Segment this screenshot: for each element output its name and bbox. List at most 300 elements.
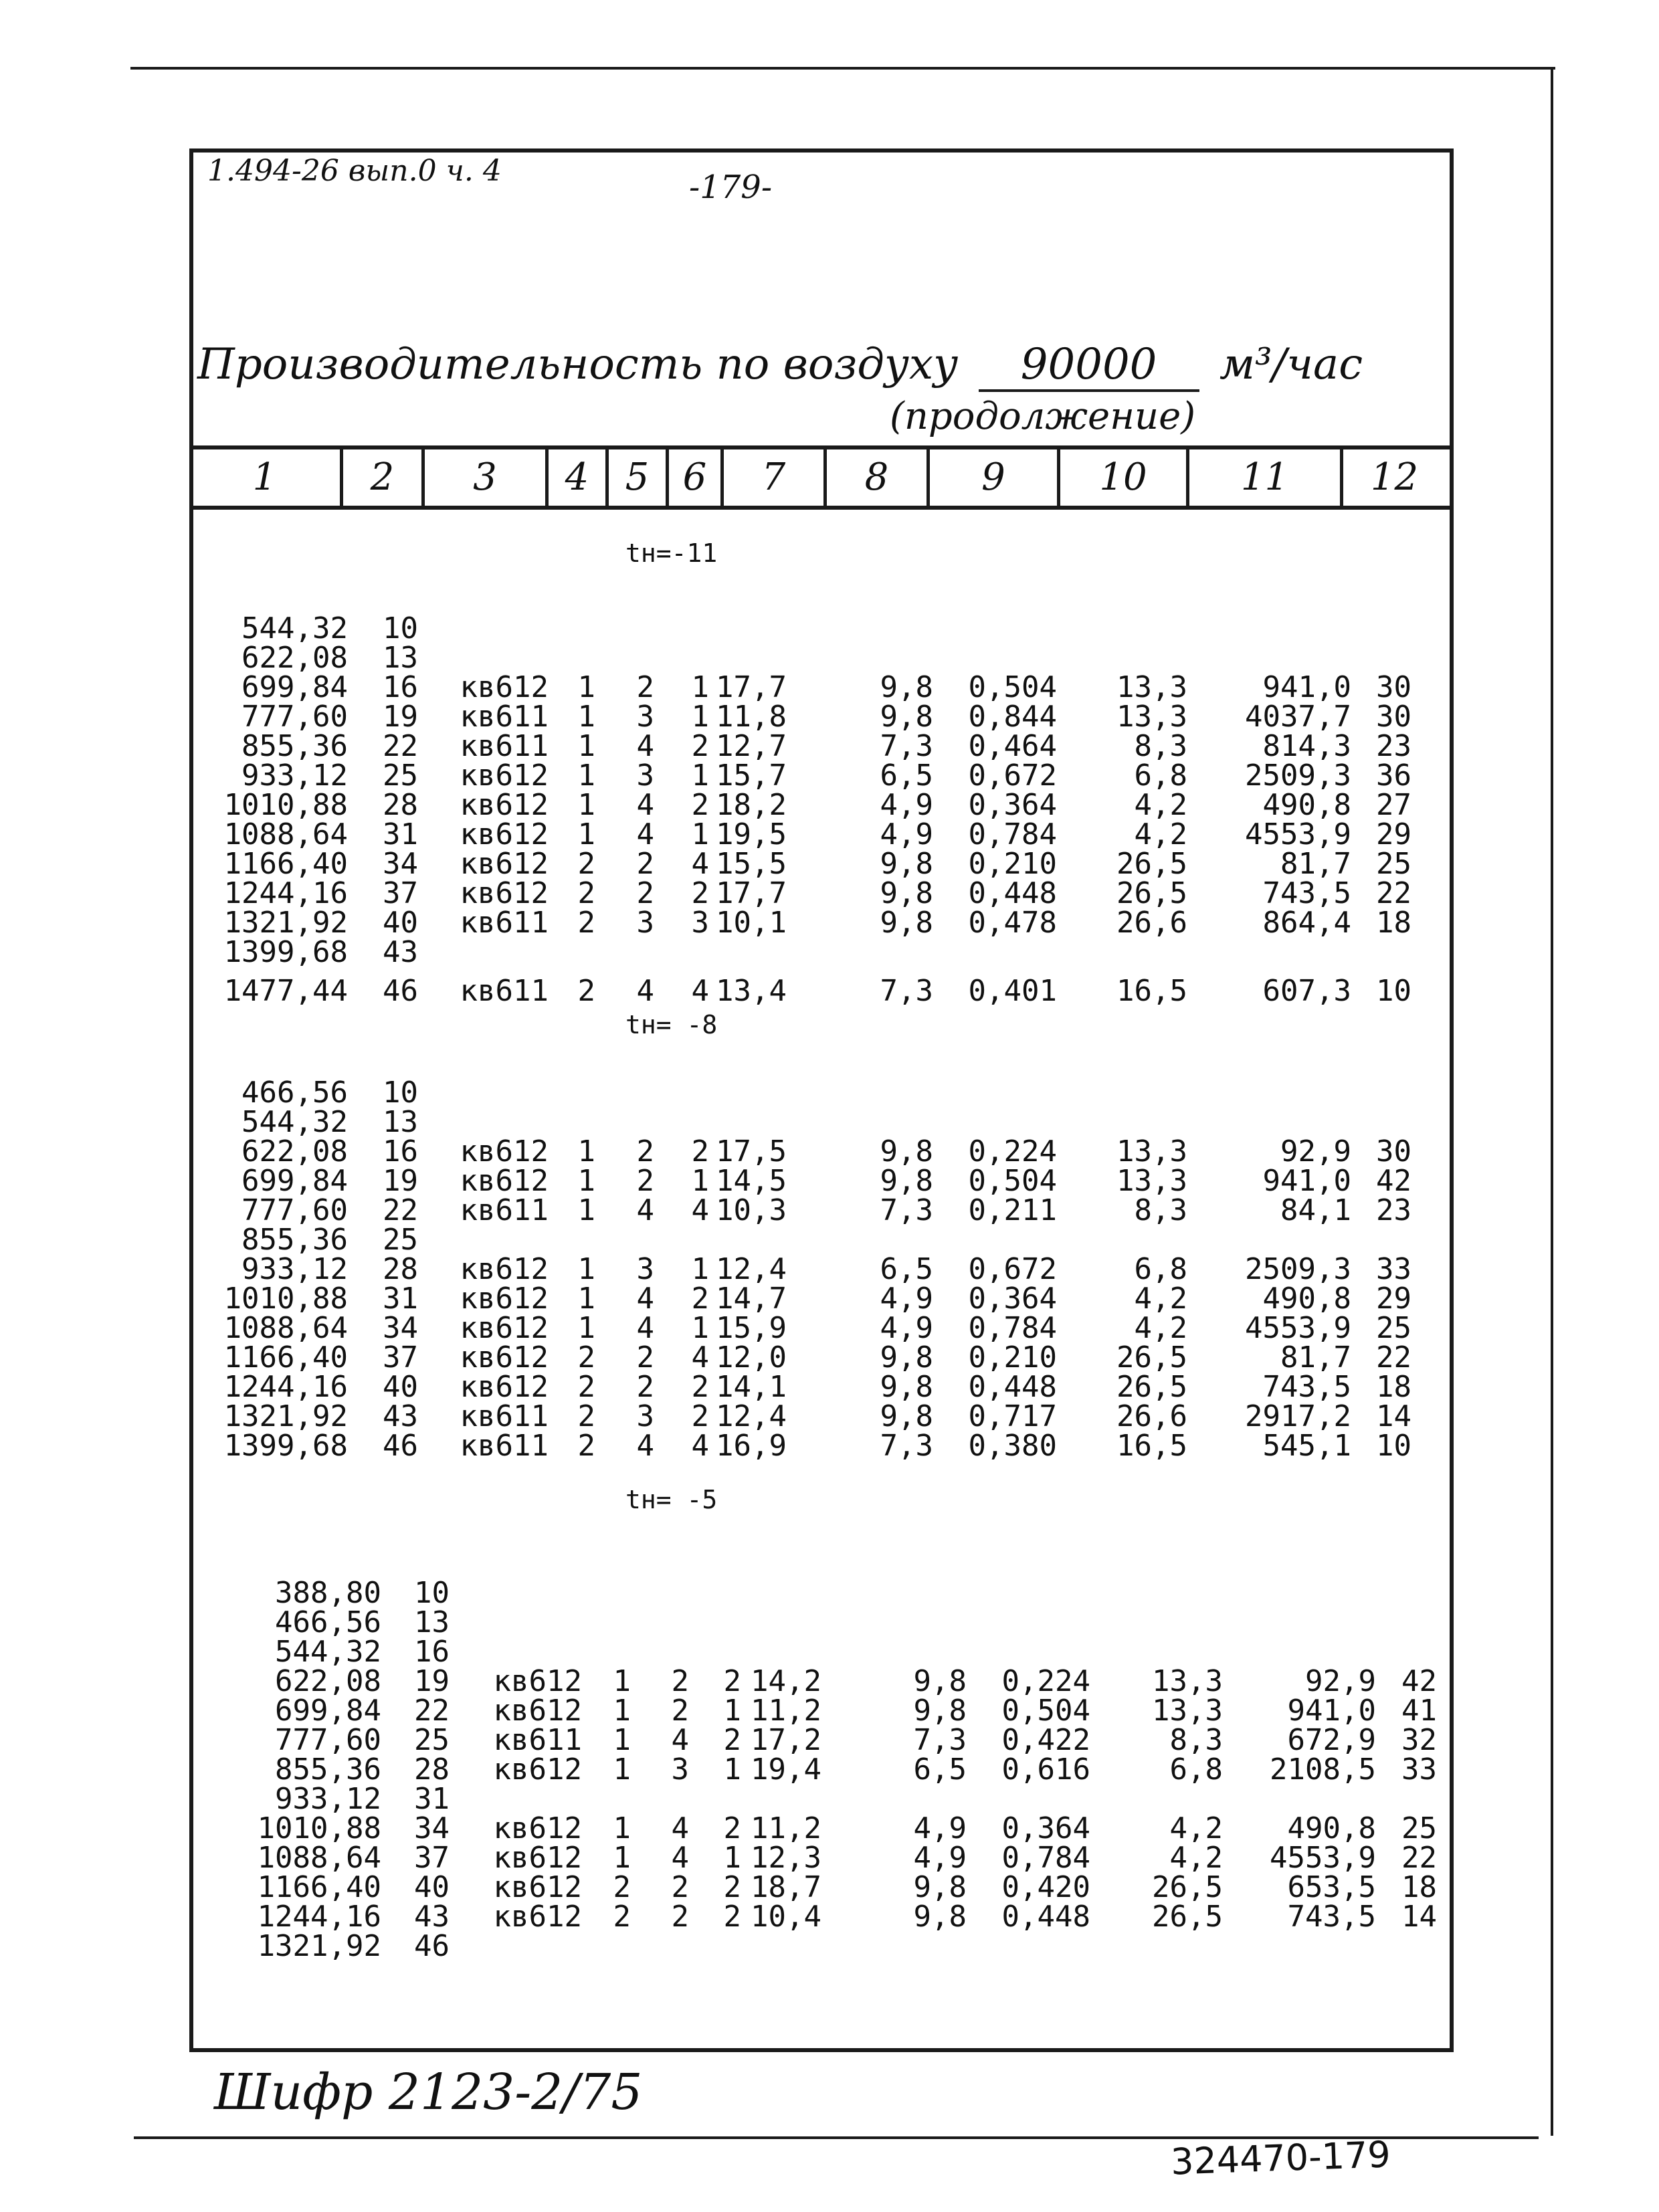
- section-label-outdoor-temp: tн=-11: [625, 538, 718, 568]
- table-cell-col-6: 1: [691, 700, 709, 734]
- table-cell-col-10: 13,3: [1116, 1134, 1187, 1169]
- table-cell-col-5: 3: [636, 906, 654, 940]
- table-cell-col-2: 25: [383, 759, 418, 793]
- table-cell-col-1: 1399,68: [223, 935, 348, 969]
- table-row: [0, 908, 1659, 938]
- table-cell-col-7: 18,7: [751, 1870, 821, 1904]
- table-cell-col-7: 17,7: [716, 876, 787, 910]
- table-cell-col-2: 25: [414, 1723, 450, 1757]
- table-cell-col-9: 0,422: [1001, 1723, 1090, 1757]
- table-cell-col-10: 13,3: [1116, 700, 1187, 734]
- table-cell-col-9: 0,224: [1001, 1664, 1090, 1698]
- table-cell-col-3: кв612: [460, 1282, 549, 1316]
- table-cell-col-4: 1: [613, 1752, 631, 1787]
- table-cell-col-5: 3: [636, 759, 654, 793]
- table-cell-col-7: 11,2: [751, 1694, 821, 1728]
- table-cell-col-3: кв612: [460, 1164, 549, 1198]
- table-cell-col-7: 19,4: [751, 1752, 821, 1787]
- table-row: [0, 761, 1659, 791]
- table-cell-col-7: 12,7: [716, 729, 787, 763]
- table-cell-col-12: 32: [1401, 1723, 1437, 1757]
- table-cell-col-9: 0,464: [968, 729, 1057, 763]
- table-cell-col-9: 0,364: [968, 1282, 1057, 1316]
- table-cell-col-7: 17,2: [751, 1723, 821, 1757]
- table-row: [0, 1311, 1659, 1345]
- table-cell-col-9: 0,478: [968, 906, 1057, 940]
- table-row: [0, 1870, 1659, 1904]
- table-cell-col-5: 2: [671, 1870, 689, 1904]
- table-cell-col-2: 34: [414, 1811, 450, 1845]
- table-cell-col-8: 7,3: [913, 1723, 967, 1757]
- table-cell-col-10: 4,2: [1169, 1841, 1223, 1875]
- table-cell-col-11: 2509,3: [1245, 759, 1351, 793]
- table-cell-col-12: 42: [1376, 1164, 1411, 1198]
- table-cell-col-2: 37: [383, 876, 418, 910]
- table-cell-col-1: 855,36: [275, 1752, 381, 1787]
- column-header-row: [189, 445, 1454, 510]
- table-cell-col-4: 1: [577, 1134, 595, 1169]
- table-cell-col-11: 941,0: [1262, 670, 1351, 704]
- table-cell-col-1: 699,84: [241, 1164, 348, 1198]
- table-cell-col-7: 10,3: [716, 1193, 787, 1227]
- table-cell-col-12: 33: [1401, 1752, 1437, 1787]
- table-row: [0, 1431, 1659, 1461]
- table-cell-col-1: 1166,40: [223, 847, 348, 881]
- top-border-line: [130, 67, 1555, 70]
- title-prefix: Производительность по воздуху: [197, 340, 959, 389]
- column-header-5: 5: [625, 456, 650, 499]
- table-cell-col-2: 13: [414, 1605, 450, 1639]
- table-cell-col-10: 16,5: [1116, 1429, 1187, 1463]
- table-cell-col-4: 1: [577, 759, 595, 793]
- table-cell-col-6: 2: [723, 1811, 741, 1845]
- table-cell-col-7: 12,4: [716, 1399, 787, 1433]
- table-cell-col-3: кв611: [460, 1193, 549, 1227]
- table-row: [0, 670, 1659, 704]
- table-cell-col-8: 6,5: [880, 759, 933, 793]
- table-cell-col-6: 1: [691, 670, 709, 704]
- table-cell-col-9: 0,420: [1001, 1870, 1090, 1904]
- table-cell-col-8: 9,8: [880, 700, 933, 734]
- table-cell-col-6: 1: [723, 1752, 741, 1787]
- table-cell-col-12: 23: [1376, 729, 1411, 763]
- table-cell-col-5: 4: [636, 1429, 654, 1463]
- table-cell-col-5: 4: [636, 1282, 654, 1316]
- table-row: [0, 1902, 1659, 1932]
- table-cell-col-6: 2: [723, 1870, 741, 1904]
- table-cell-col-2: 31: [383, 817, 418, 851]
- table-cell-col-9: 0,224: [968, 1134, 1057, 1169]
- table-cell-col-4: 2: [577, 906, 595, 940]
- table-cell-col-2: 46: [383, 974, 418, 1008]
- table-row: [0, 974, 1659, 1008]
- table-cell-col-9: 0,364: [968, 788, 1057, 822]
- column-header-10: 10: [1099, 456, 1147, 499]
- table-cell-col-11: 653,5: [1287, 1870, 1376, 1904]
- table-cell-col-10: 4,2: [1134, 1282, 1187, 1316]
- table-cell-col-4: 2: [577, 1429, 595, 1463]
- table-cell-col-2: 34: [383, 847, 418, 881]
- table-cell-col-1: 1010,88: [257, 1811, 381, 1845]
- table-cell-col-5: 2: [636, 1340, 654, 1375]
- table-cell-col-8: 9,8: [880, 1399, 933, 1433]
- column-header-2: 2: [370, 456, 395, 499]
- table-cell-col-2: 40: [414, 1870, 450, 1904]
- table-cell-col-8: 9,8: [880, 1164, 933, 1198]
- column-header-4: 4: [565, 456, 589, 499]
- table-cell-col-3: кв611: [460, 700, 549, 734]
- table-cell-col-3: кв612: [460, 817, 549, 851]
- table-cell-col-8: 9,8: [880, 847, 933, 881]
- table-cell-col-11: 2108,5: [1270, 1752, 1376, 1787]
- table-cell-col-10: 26,5: [1152, 1900, 1223, 1934]
- table-cell-col-4: 1: [577, 729, 595, 763]
- table-cell-col-3: кв612: [460, 1134, 549, 1169]
- table-cell-col-3: кв612: [460, 1370, 549, 1404]
- table-cell-col-7: 15,9: [716, 1311, 787, 1345]
- table-cell-col-11: 81,7: [1280, 847, 1351, 881]
- column-header-1: 1: [252, 456, 277, 499]
- table-cell-col-9: 0,672: [968, 759, 1057, 793]
- table-cell-col-7: 15,5: [716, 847, 787, 881]
- table-cell-col-2: 22: [383, 729, 418, 763]
- table-row: [0, 1637, 1659, 1667]
- table-cell-col-5: 2: [636, 670, 654, 704]
- document-code: 1.494-26 вып.0 ч. 4: [207, 154, 502, 188]
- table-cell-col-5: 2: [636, 1370, 654, 1404]
- table-cell-col-4: 1: [577, 788, 595, 822]
- table-cell-col-7: 15,7: [716, 759, 787, 793]
- table-cell-col-4: 2: [577, 847, 595, 881]
- table-cell-col-10: 26,5: [1116, 1370, 1187, 1404]
- table-cell-col-8: 9,8: [880, 670, 933, 704]
- table-row: [0, 729, 1659, 763]
- table-cell-col-8: 9,8: [880, 876, 933, 910]
- table-cell-col-1: 544,32: [241, 611, 348, 645]
- table-cell-col-4: 1: [613, 1841, 631, 1875]
- table-cell-col-8: 9,8: [913, 1694, 967, 1728]
- table-cell-col-12: 23: [1376, 1193, 1411, 1227]
- table-cell-col-7: 12,3: [751, 1841, 821, 1875]
- table-cell-col-1: 699,84: [241, 670, 348, 704]
- table-cell-col-10: 26,5: [1152, 1870, 1223, 1904]
- table-cell-col-11: 81,7: [1280, 1340, 1351, 1375]
- table-cell-col-1: 699,84: [275, 1694, 381, 1728]
- table-cell-col-11: 941,0: [1262, 1164, 1351, 1198]
- table-cell-col-3: кв612: [460, 847, 549, 881]
- table-cell-col-8: 9,8: [880, 1370, 933, 1404]
- table-cell-col-4: 2: [577, 1340, 595, 1375]
- table-cell-col-8: 9,8: [880, 906, 933, 940]
- table-cell-col-11: 545,1: [1262, 1429, 1351, 1463]
- table-cell-col-2: 19: [383, 1164, 418, 1198]
- table-row: [0, 1284, 1659, 1314]
- table-cell-col-2: 34: [383, 1311, 418, 1345]
- table-cell-col-1: 1321,92: [223, 1399, 348, 1433]
- table-cell-col-3: кв611: [460, 906, 549, 940]
- table-cell-col-7: 19,5: [716, 817, 787, 851]
- table-cell-col-1: 1321,92: [223, 906, 348, 940]
- title-unit: м³/час: [1219, 340, 1363, 389]
- table-cell-col-5: 3: [636, 1399, 654, 1433]
- table-row: [0, 1605, 1659, 1639]
- table-cell-col-2: 40: [383, 906, 418, 940]
- table-cell-col-6: 1: [723, 1694, 741, 1728]
- table-cell-col-6: 3: [691, 906, 709, 940]
- column-header-12: 12: [1370, 456, 1419, 499]
- table-cell-col-9: 0,784: [1001, 1841, 1090, 1875]
- table-cell-col-5: 3: [671, 1752, 689, 1787]
- table-cell-col-11: 490,8: [1287, 1811, 1376, 1845]
- table-row: [0, 1929, 1659, 1963]
- table-cell-col-2: 28: [383, 788, 418, 822]
- table-cell-col-1: 777,60: [241, 700, 348, 734]
- table-cell-col-8: 9,8: [913, 1870, 967, 1904]
- table-cell-col-12: 30: [1376, 670, 1411, 704]
- table-cell-col-8: 4,9: [880, 1282, 933, 1316]
- table-row: [0, 1576, 1659, 1610]
- title-value: 90000: [979, 340, 1199, 392]
- table-cell-col-12: 25: [1401, 1811, 1437, 1845]
- table-cell-col-5: 4: [671, 1811, 689, 1845]
- table-cell-col-5: 3: [636, 1252, 654, 1286]
- table-cell-col-9: 0,448: [968, 876, 1057, 910]
- table-row: [0, 788, 1659, 822]
- table-cell-col-10: 8,3: [1134, 1193, 1187, 1227]
- table-cell-col-9: 0,210: [968, 1340, 1057, 1375]
- table-cell-col-12: 14: [1376, 1399, 1411, 1433]
- table-row: [0, 849, 1659, 879]
- table-cell-col-6: 1: [723, 1841, 741, 1875]
- table-cell-col-7: 12,0: [716, 1340, 787, 1375]
- table-row: [0, 1134, 1659, 1169]
- table-cell-col-2: 22: [383, 1193, 418, 1227]
- table-cell-col-3: кв611: [493, 1723, 582, 1757]
- table-cell-col-5: 3: [636, 700, 654, 734]
- table-cell-col-3: кв611: [460, 1429, 549, 1463]
- table-cell-col-7: 17,7: [716, 670, 787, 704]
- table-cell-col-8: 7,3: [880, 1193, 933, 1227]
- table-cell-col-9: 0,784: [968, 817, 1057, 851]
- table-cell-col-3: кв611: [460, 974, 549, 1008]
- table-cell-col-8: 9,8: [913, 1900, 967, 1934]
- table-cell-col-8: 4,9: [913, 1841, 967, 1875]
- table-cell-col-2: 13: [383, 1105, 418, 1139]
- table-cell-col-2: 43: [383, 1399, 418, 1433]
- table-cell-col-1: 1088,64: [223, 1311, 348, 1345]
- table-row: [0, 1399, 1659, 1433]
- table-cell-col-12: 22: [1376, 1340, 1411, 1375]
- table-cell-col-2: 10: [414, 1576, 450, 1610]
- table-cell-col-12: 10: [1376, 1429, 1411, 1463]
- table-cell-col-3: кв611: [460, 729, 549, 763]
- table-cell-col-7: 14,5: [716, 1164, 787, 1198]
- table-cell-col-10: 4,2: [1134, 817, 1187, 851]
- table-cell-col-4: 1: [577, 1282, 595, 1316]
- table-cell-col-10: 26,5: [1116, 1340, 1187, 1375]
- table-cell-col-1: 933,12: [241, 759, 348, 793]
- table-row: [0, 1811, 1659, 1845]
- table-cell-col-9: 0,401: [968, 974, 1057, 1008]
- table-cell-col-9: 0,380: [968, 1429, 1057, 1463]
- table-cell-col-2: 37: [414, 1841, 450, 1875]
- table-cell-col-10: 8,3: [1169, 1723, 1223, 1757]
- table-cell-col-11: 2917,2: [1245, 1399, 1351, 1433]
- table-cell-col-10: 13,3: [1152, 1664, 1223, 1698]
- table-cell-col-1: 544,32: [275, 1635, 381, 1669]
- table-cell-col-8: 6,5: [913, 1752, 967, 1787]
- table-cell-col-2: 31: [414, 1782, 450, 1816]
- table-cell-col-2: 40: [383, 1370, 418, 1404]
- table-cell-col-4: 1: [577, 1252, 595, 1286]
- table-cell-col-12: 29: [1376, 817, 1411, 851]
- table-cell-col-9: 0,448: [1001, 1900, 1090, 1934]
- table-cell-col-12: 36: [1376, 759, 1411, 793]
- table-cell-col-3: кв612: [493, 1752, 582, 1787]
- table-row: [0, 702, 1659, 732]
- table-cell-col-6: 1: [691, 759, 709, 793]
- table-cell-col-4: 2: [577, 876, 595, 910]
- table-row: [0, 1252, 1659, 1286]
- table-row: [0, 1782, 1659, 1816]
- table-cell-col-10: 8,3: [1134, 729, 1187, 763]
- table-cell-col-11: 92,9: [1305, 1664, 1376, 1698]
- table-cell-col-6: 2: [723, 1900, 741, 1934]
- table-cell-col-12: 10: [1376, 974, 1411, 1008]
- column-header-6: 6: [682, 456, 707, 499]
- table-cell-col-9: 0,717: [968, 1399, 1057, 1433]
- table-cell-col-5: 4: [671, 1841, 689, 1875]
- table-cell-col-7: 12,4: [716, 1252, 787, 1286]
- table-cell-col-1: 622,08: [275, 1664, 381, 1698]
- table-cell-col-1: 466,56: [275, 1605, 381, 1639]
- table-cell-col-10: 26,5: [1116, 876, 1187, 910]
- table-cell-col-8: 4,9: [880, 1311, 933, 1345]
- table-cell-col-11: 4553,9: [1245, 1311, 1351, 1345]
- table-row: [0, 1193, 1659, 1227]
- table-cell-col-3: кв612: [460, 876, 549, 910]
- column-header-11: 11: [1240, 456, 1289, 499]
- table-row: [0, 935, 1659, 969]
- table-cell-col-3: кв612: [460, 759, 549, 793]
- table-cell-col-9: 0,364: [1001, 1811, 1090, 1845]
- table-cell-col-3: кв612: [493, 1811, 582, 1845]
- table-cell-col-7: 11,2: [751, 1811, 821, 1845]
- table-cell-col-11: 490,8: [1262, 788, 1351, 822]
- table-cell-col-12: 30: [1376, 1134, 1411, 1169]
- table-cell-col-12: 30: [1376, 700, 1411, 734]
- table-cell-col-5: 2: [636, 876, 654, 910]
- table-cell-col-6: 2: [723, 1723, 741, 1757]
- column-header-9: 9: [981, 456, 1005, 499]
- table-cell-col-5: 2: [671, 1694, 689, 1728]
- table-cell-col-1: 777,60: [241, 1193, 348, 1227]
- table-cell-col-1: 933,12: [241, 1252, 348, 1286]
- table-cell-col-1: 466,56: [241, 1076, 348, 1110]
- footer-code: Шифр 2123-2/75: [214, 2064, 643, 2121]
- table-cell-col-11: 2509,3: [1245, 1252, 1351, 1286]
- table-cell-col-2: 31: [383, 1282, 418, 1316]
- table-cell-col-9: 0,504: [968, 1164, 1057, 1198]
- table-row: [0, 1696, 1659, 1726]
- table-cell-col-1: 1166,40: [223, 1340, 348, 1375]
- table-row: [0, 1723, 1659, 1757]
- table-row: [0, 1370, 1659, 1404]
- table-cell-col-10: 26,6: [1116, 906, 1187, 940]
- table-cell-col-6: 2: [691, 729, 709, 763]
- table-row: [0, 611, 1659, 645]
- table-cell-col-12: 29: [1376, 1282, 1411, 1316]
- table-cell-col-12: 25: [1376, 847, 1411, 881]
- table-cell-col-7: 14,7: [716, 1282, 787, 1316]
- archive-stamp: 324470-179: [1170, 2133, 1391, 2183]
- table-cell-col-11: 92,9: [1280, 1134, 1351, 1169]
- table-cell-col-11: 672,9: [1287, 1723, 1376, 1757]
- table-cell-col-8: 4,9: [913, 1811, 967, 1845]
- table-cell-col-8: 7,3: [880, 729, 933, 763]
- table-cell-col-11: 4553,9: [1245, 817, 1351, 851]
- table-cell-col-8: 7,3: [880, 974, 933, 1008]
- table-row: [0, 643, 1659, 673]
- table-cell-col-1: 1321,92: [257, 1929, 381, 1963]
- table-cell-col-10: 6,8: [1169, 1752, 1223, 1787]
- table-cell-col-12: 14: [1401, 1900, 1437, 1934]
- table-cell-col-10: 26,5: [1116, 847, 1187, 881]
- table-cell-col-7: 14,2: [751, 1664, 821, 1698]
- table-cell-col-5: 4: [636, 729, 654, 763]
- table-cell-col-3: кв611: [460, 1399, 549, 1433]
- table-cell-col-2: 16: [383, 670, 418, 704]
- table-cell-col-9: 0,844: [968, 700, 1057, 734]
- table-cell-col-5: 4: [636, 1193, 654, 1227]
- table-cell-col-6: 4: [691, 1340, 709, 1375]
- table-cell-col-7: 11,8: [716, 700, 787, 734]
- table-cell-col-4: 1: [577, 1193, 595, 1227]
- table-cell-col-2: 46: [383, 1429, 418, 1463]
- table-cell-col-7: 18,2: [716, 788, 787, 822]
- table-cell-col-2: 22: [414, 1694, 450, 1728]
- table-cell-col-9: 0,784: [968, 1311, 1057, 1345]
- table-cell-col-11: 743,5: [1287, 1900, 1376, 1934]
- table-cell-col-1: 544,32: [241, 1105, 348, 1139]
- table-cell-col-3: кв612: [493, 1841, 582, 1875]
- table-cell-col-8: 4,9: [880, 817, 933, 851]
- table-cell-col-2: 10: [383, 611, 418, 645]
- table-cell-col-1: 855,36: [241, 1223, 348, 1257]
- table-cell-col-2: 10: [383, 1076, 418, 1110]
- table-cell-col-11: 864,4: [1262, 906, 1351, 940]
- table-cell-col-4: 1: [577, 1311, 595, 1345]
- table-row: [0, 1078, 1659, 1108]
- table-cell-col-8: 6,5: [880, 1252, 933, 1286]
- table-cell-col-2: 16: [414, 1635, 450, 1669]
- table-cell-col-12: 22: [1376, 876, 1411, 910]
- table-cell-col-5: 2: [636, 1134, 654, 1169]
- table-cell-col-12: 41: [1401, 1694, 1437, 1728]
- table-cell-col-5: 4: [636, 817, 654, 851]
- table-cell-col-3: кв612: [460, 1311, 549, 1345]
- table-cell-col-6: 2: [691, 1134, 709, 1169]
- table-cell-col-1: 1166,40: [257, 1870, 381, 1904]
- table-cell-col-7: 17,5: [716, 1134, 787, 1169]
- table-cell-col-6: 4: [691, 1193, 709, 1227]
- table-cell-col-1: 933,12: [275, 1782, 381, 1816]
- table-cell-col-3: кв612: [460, 1340, 549, 1375]
- table-cell-col-5: 4: [636, 974, 654, 1008]
- table-cell-col-5: 2: [671, 1664, 689, 1698]
- page-title: [197, 340, 1363, 392]
- table-cell-col-12: 25: [1376, 1311, 1411, 1345]
